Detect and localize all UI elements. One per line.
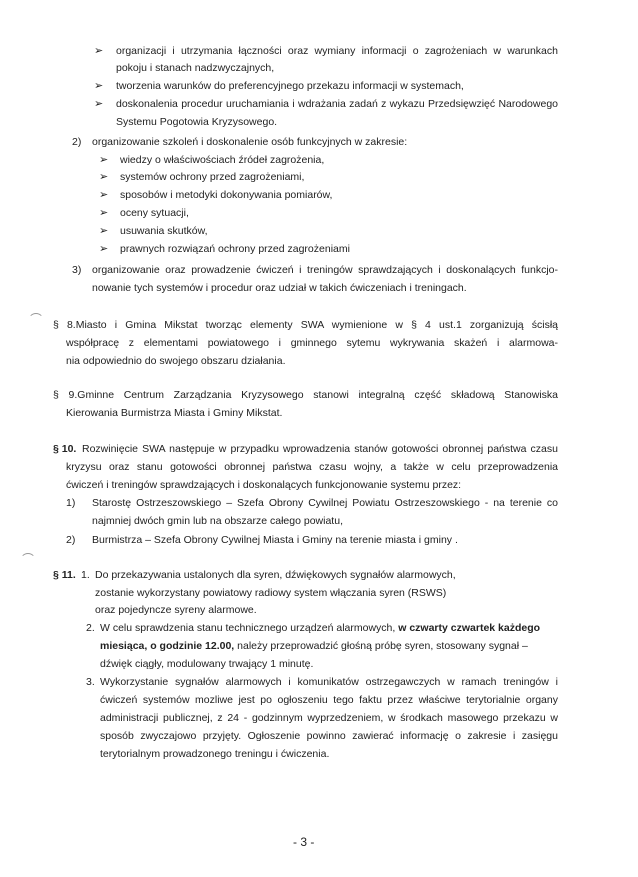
list-text: Burmistrza – Szefa Obrony Cywilnej Miasta i Gminy na terenie miasta i gminy .: [92, 534, 458, 546]
bullet-line: systemów ochrony przed zagrożeniami,: [120, 171, 305, 183]
list-number: 1): [66, 497, 76, 509]
arrow-bullet-icon: ➢: [94, 45, 104, 57]
paragraph-11-item-3: terytorialnym prowadzonego treningu i ćwiczenia.: [100, 748, 330, 760]
bullet-line: usuwania skutków,: [120, 225, 208, 237]
punch-mark: [20, 553, 36, 569]
list-text: najmniej dwóch gmin lub na obszarze całego powiatu,: [92, 515, 343, 527]
list-number: 2.: [86, 622, 95, 634]
text-run: należy przeprowadzić głośną próbę syren, stosowany sygnał –: [234, 640, 528, 652]
paragraph-11-item-2: dźwięk ciągły, modulowany trwający 1 minutę.: [100, 658, 314, 670]
bullet-line: tworzenia warunków do preferencyjnego przekazu informacji w systemach,: [116, 80, 464, 92]
arrow-bullet-icon: ➢: [99, 189, 109, 201]
paragraph-11: Do przekazywania ustalonych dla syren, dźwiękowych sygnałów alarmowych,: [95, 569, 456, 581]
arrow-bullet-icon: ➢: [99, 225, 109, 237]
paragraph-10: ćwiczeń i treningów sprawdzających i doskonalących funkcjonowanie systemu przez:: [66, 479, 462, 491]
bullet-line: prawnych rozwiązań ochrony przed zagrożeniami: [120, 243, 350, 255]
list-number: 2): [72, 136, 82, 148]
bullet-line: organizacji i utrzymania łączności oraz wymiany informacji o zagrożeniach w warunkach: [116, 45, 558, 57]
arrow-bullet-icon: ➢: [99, 243, 109, 255]
arrow-bullet-icon: ➢: [94, 98, 104, 110]
paragraph-9: § 9.Gminne Centrum Zarządzania Kryzysowego stanowi integralną część składową Stanowiska: [53, 389, 558, 401]
list-number: 3.: [86, 676, 95, 688]
list-number: 2): [66, 534, 76, 546]
list-text: nowanie tych systemów i procedur oraz udział w takich ćwiczeniach i treningach.: [92, 282, 467, 294]
text-run: W celu sprawdzenia stanu technicznego urządzeń alarmowych,: [100, 622, 399, 634]
text-run-bold: w czwarty czwartek każdego: [398, 622, 541, 634]
list-text: organizowanie oraz prowadzenie ćwiczeń i treningów sprawdzających i doskonalących funkcjo-: [92, 264, 558, 276]
bullet-line: pokoju i stanach nadzwyczajnych,: [116, 62, 275, 74]
bullet-line: Systemu Pogotowia Kryzysowego.: [116, 116, 278, 128]
list-number: 3): [72, 264, 82, 276]
paragraph-11-item-3: administracji publicznej, z 24 - godzinnym wyprzedzeniem, w środkach masowego przekazu w: [100, 712, 558, 724]
bullet-line: oceny sytuacji,: [120, 207, 189, 219]
arrow-bullet-icon: ➢: [94, 80, 104, 92]
paragraph-10: kryzysu oraz stanu gotowości obronnej państwa czasu wojny, a także w celu przeprowadzenia: [66, 461, 558, 473]
paragraph-8: nia odpowiednio do swojego obszaru działania.: [66, 355, 286, 367]
list-number: 1.: [81, 569, 90, 581]
arrow-bullet-icon: ➢: [99, 154, 109, 166]
paragraph-11: zostanie wykorzystany powiatowy radiowy system włączania syren (RSWS): [95, 587, 447, 599]
list-text: Starostę Ostrzeszowskiego – Szefa Obrony Cywilnej Powiatu Ostrzeszowskiego - na terenie co: [92, 497, 558, 509]
bullet-line: wiedzy o właściwościach źródeł zagrożenia,: [120, 154, 325, 166]
text-run-bold: miesiąca, o godzinie 12.00,: [100, 640, 235, 652]
paragraph-8: § 8.Miasto i Gmina Mikstat tworząc elementy SWA wymienione w § 4 ust.1 zorganizują ścisłą: [53, 319, 558, 331]
paragraph-10: Rozwinięcie SWA następuje w przypadku wprowadzenia stanów gotowości obronnej państwa czasu: [82, 443, 558, 455]
paragraph-11-label: § 11.: [53, 569, 76, 581]
paragraph-10-label: § 10.: [53, 443, 77, 455]
bullet-line: sposobów i metodyki dokonywania pomiarów,: [120, 189, 333, 201]
arrow-bullet-icon: ➢: [99, 207, 109, 219]
paragraph-11-item-3: sposób zwyczajowo przyjęty. Ogłoszenie powinno zawierać informację o zakresie i zasięgu: [100, 730, 558, 742]
bullet-line: doskonalenia procedur uruchamiania i wdrażania zadań z wykazu Przedsięwzięć Narodowego: [116, 98, 558, 110]
list-text: organizowanie szkoleń i doskonalenie osób funkcyjnych w zakresie:: [92, 136, 408, 148]
paragraph-11-item-3: Wykorzystanie sygnałów alarmowych i komunikatów ostrzegawczych w ramach treningów i: [100, 676, 558, 688]
paragraph-9: Kierowania Burmistrza Miasta i Gminy Mikstat.: [66, 407, 283, 419]
page-number: - 3 -: [293, 835, 315, 849]
paragraph-11-item-2: [100, 622, 540, 635]
punch-mark: [28, 313, 44, 329]
paragraph-11: oraz pojedyncze syreny alarmowe.: [95, 604, 257, 616]
paragraph-8: współpracę z elementami powiatowego i gminnego sytemu wykrywania skażeń i alarmowa-: [66, 337, 558, 349]
paragraph-11-item-2: [100, 640, 528, 653]
arrow-bullet-icon: ➢: [99, 171, 109, 183]
paragraph-11-item-3: ćwiczeń systemów mozliwe jest po ogłoszeniu tego faktu przez właściwe terytorialnie organy: [100, 694, 558, 706]
